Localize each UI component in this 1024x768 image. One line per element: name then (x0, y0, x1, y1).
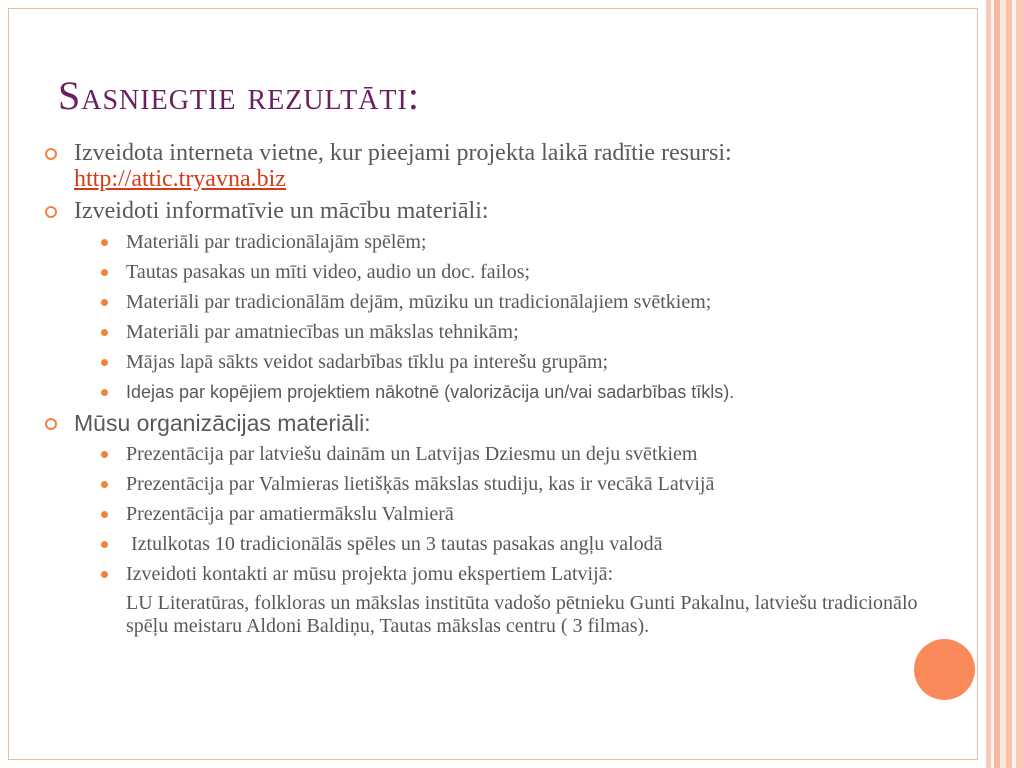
bullet-dot-icon (101, 359, 108, 366)
sub-item (45, 320, 925, 344)
bullet-dot-icon (101, 571, 108, 578)
decorative-circle (914, 639, 975, 700)
bullet-ring-icon (45, 418, 57, 430)
bullet-dot-icon (101, 329, 108, 336)
bullet-text: Mūsu organizācijas materiāli: (74, 410, 371, 436)
sub-item-text: Iztulkotas 10 tradicionālās spēles un 3 tautas pasakas angļu valodā (126, 533, 663, 555)
bullet-text: Izveidota interneta vietne, kur pieejami projekta laikā radītie resursi: (74, 140, 732, 166)
sub-item-text: Materiāli par tradicionālām dejām, mūziku un tradicionālajiem svētkiem; (126, 291, 712, 313)
bullet-dot-icon (101, 451, 108, 458)
bullet-dot-icon (101, 389, 108, 396)
sub-item-text: Mājas lapā sākts veidot sadarbības tīklu pa interešu grupām; (126, 351, 609, 373)
sub-item-text: Prezentācija par amatiermākslu Valmierā (126, 503, 454, 525)
sub-item (45, 442, 925, 466)
sub-item (45, 472, 925, 496)
website-link[interactable]: http://attic.tryavna.biz (74, 166, 286, 192)
bullet-item-organization (45, 410, 925, 436)
bullet-dot-icon (101, 541, 108, 548)
sub-item (45, 502, 925, 526)
sub-item (45, 562, 925, 586)
sub-item-text: Materiāli par tradicionālajām spēlēm; (126, 231, 427, 253)
bullet-dot-icon (101, 299, 108, 306)
bullet-dot-icon (101, 239, 108, 246)
bullet-text: Izveidoti informatīvie un mācību materiāli: (74, 198, 489, 224)
bullet-ring-icon (45, 206, 57, 218)
bullet-item-website (45, 140, 925, 192)
sub-item-text: Prezentācija par latviešu dainām un Latvijas Dziesmu un deju svētkiem (126, 443, 698, 465)
slide-title: Sasniegtie rezultāti: (58, 73, 420, 118)
sub-item-continuation: LU Literatūras, folkloras un mākslas institūta vadošo pētnieku Gunti Pakalnu, latviešu tradicionālo spēļu meistaru Aldoni Baldiņu, Tautas mākslas centru ( 3 filmas). (126, 592, 918, 637)
sub-item (45, 350, 925, 374)
sub-item-text: Tautas pasakas un mīti video, audio un doc. failos; (126, 261, 531, 283)
slide-content (45, 140, 925, 644)
sub-item (45, 230, 925, 254)
bullet-dot-icon (101, 269, 108, 276)
bullet-dot-icon (101, 481, 108, 488)
bullet-dot-icon (101, 511, 108, 518)
sub-item (45, 260, 925, 284)
decorative-stripes (982, 0, 1024, 768)
sub-item (45, 532, 925, 556)
sub-item (45, 290, 925, 314)
sub-item (45, 380, 925, 404)
sub-item-text: Idejas par kopējiem projektiem nākotnē (valorizācija un/vai sadarbības tīkls). (126, 382, 735, 402)
bullet-item-materials (45, 198, 925, 224)
sub-item-text: Izveidoti kontakti ar mūsu projekta jomu ekspertiem Latvijā: (126, 563, 614, 585)
sub-item-text: Prezentācija par Valmieras lietišķās mākslas studiju, kas ir vecākā Latvijā (126, 473, 715, 495)
bullet-ring-icon (45, 148, 57, 160)
sub-item-text: Materiāli par amatniecības un mākslas tehnikām; (126, 321, 519, 343)
